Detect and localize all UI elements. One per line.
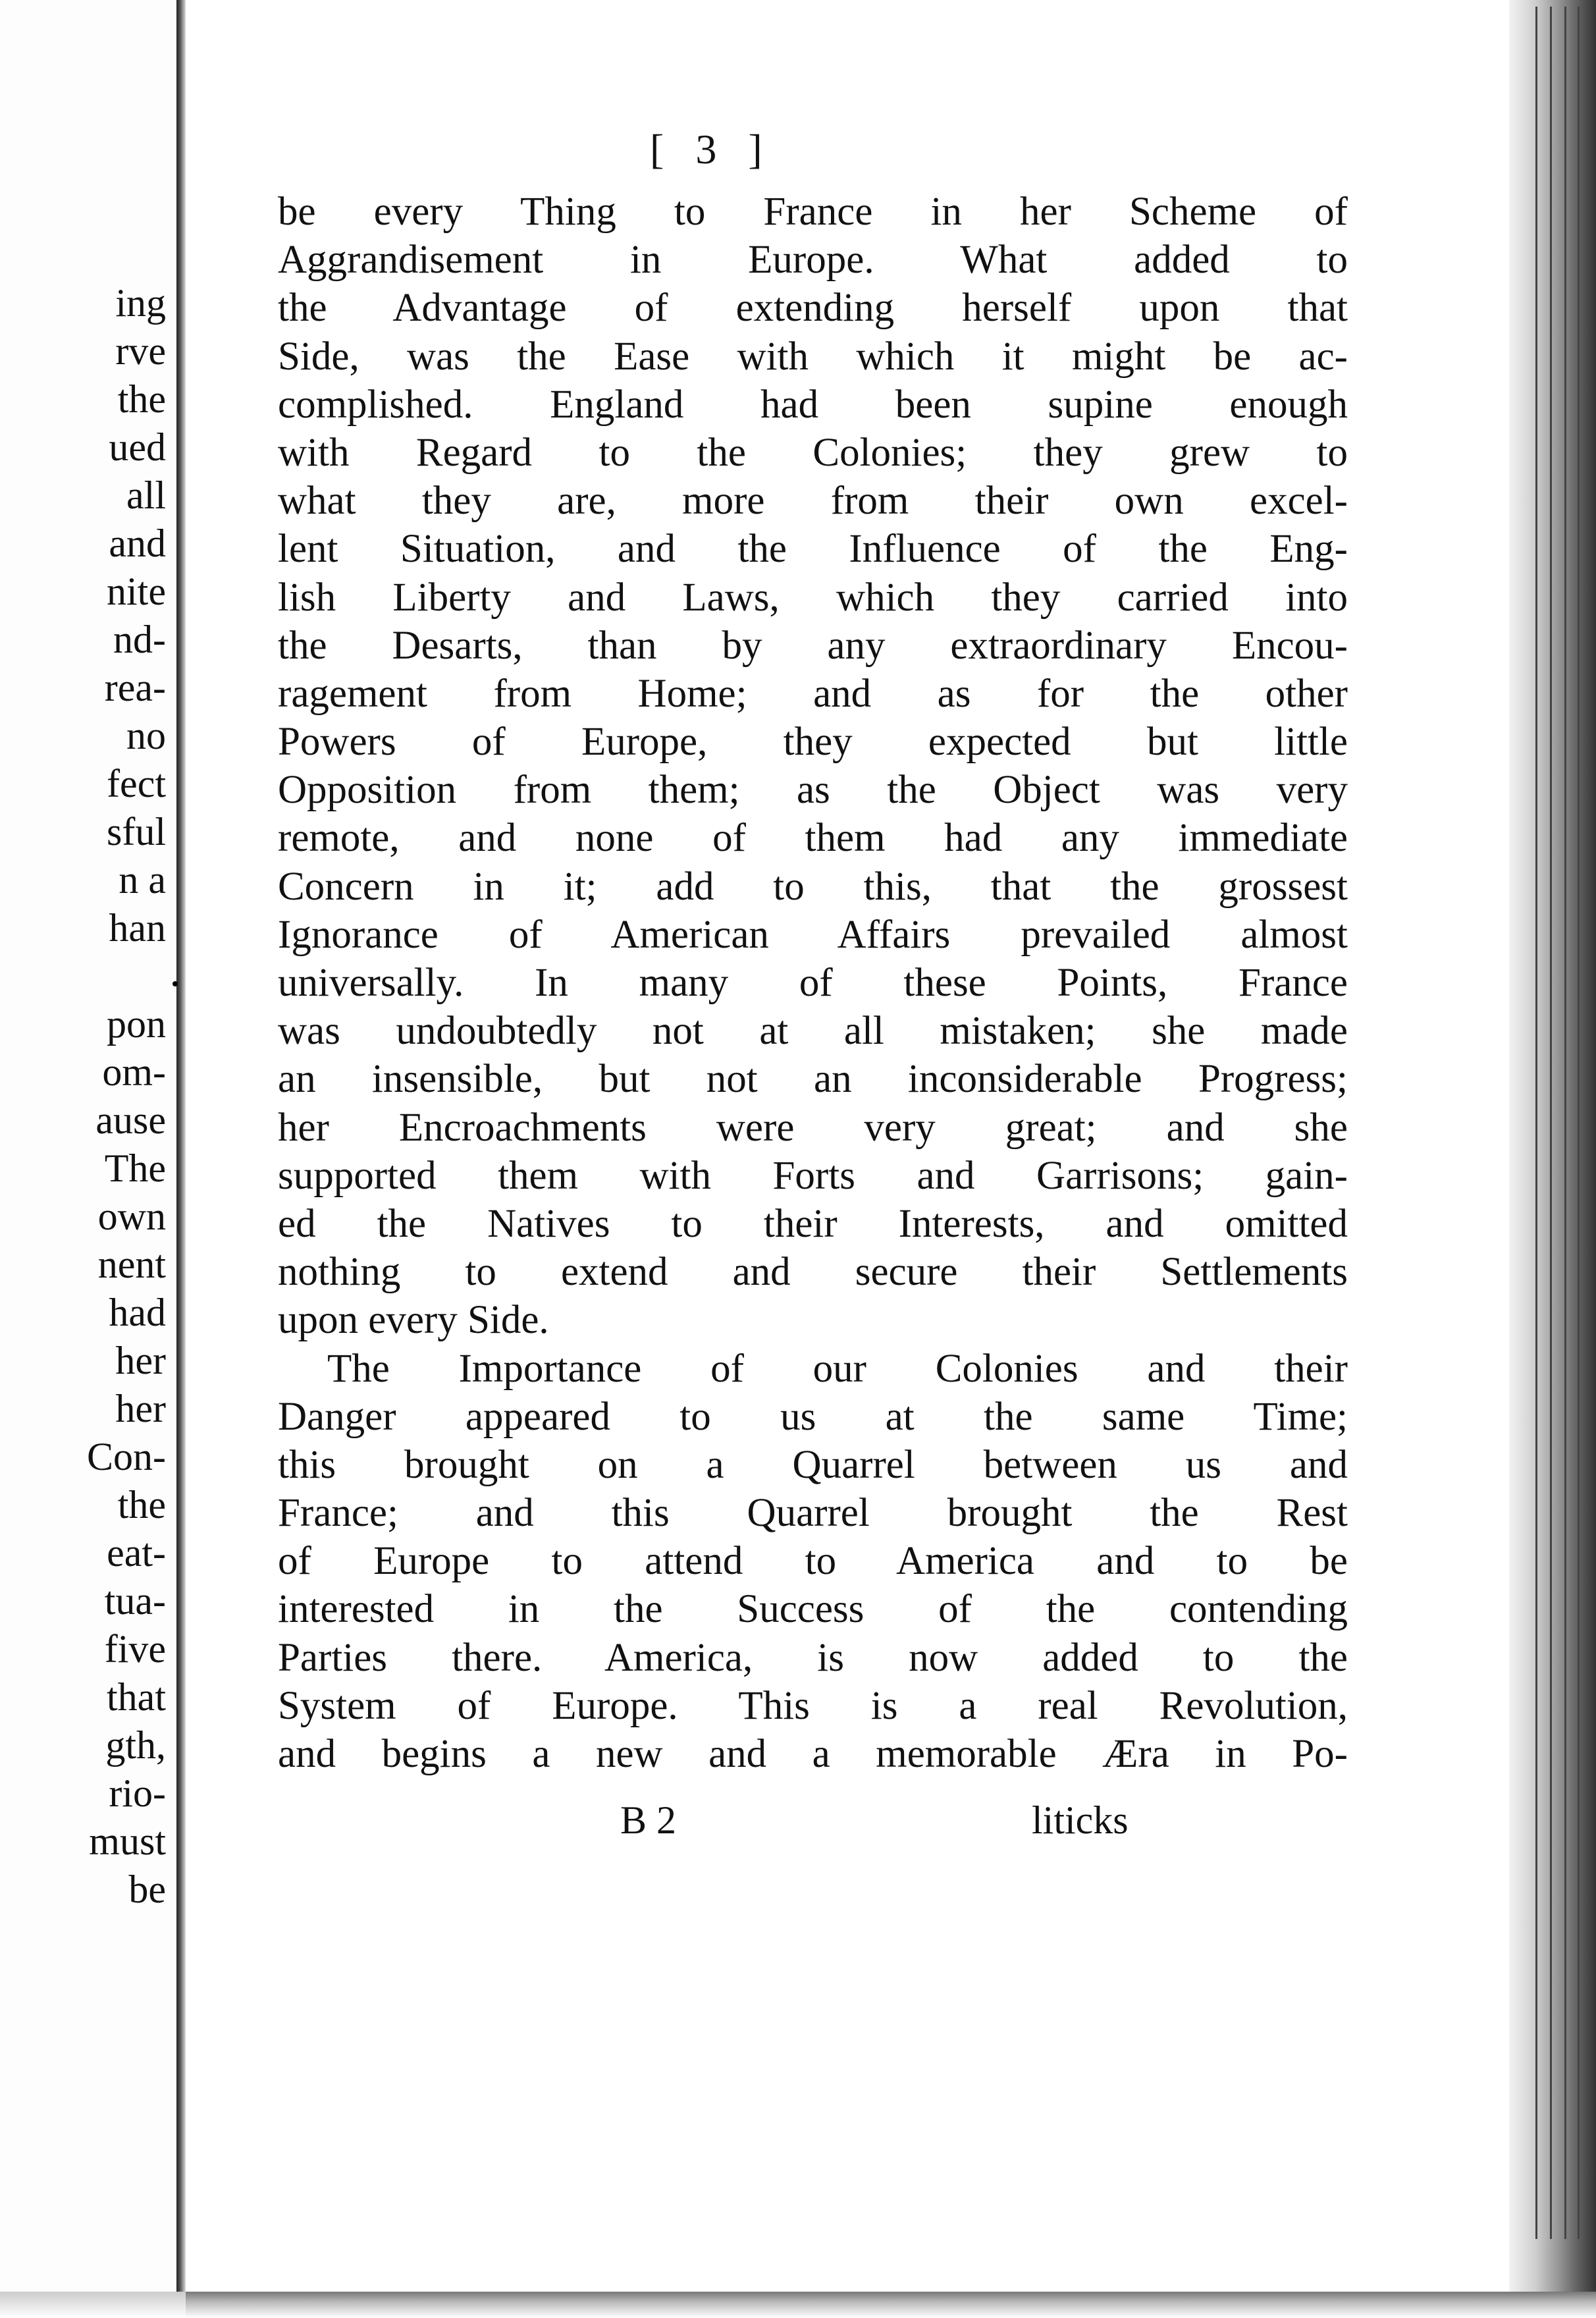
text-line: Parties there. America, is now added to the	[278, 1635, 1348, 1680]
text-line: System of Europe. This is a real Revolution,	[278, 1683, 1348, 1728]
page-number: [ 3 ]	[650, 126, 773, 173]
left-page-fragment: her	[115, 1387, 166, 1430]
catchword: liticks	[1032, 1798, 1129, 1842]
text-line: Aggrandisement in Europe. What added to	[278, 238, 1348, 283]
left-page-fragment: no	[126, 714, 166, 757]
left-page-fragment: om-	[102, 1050, 166, 1094]
left-page-fragment: eat-	[107, 1531, 166, 1575]
left-page-fragment: han	[109, 906, 166, 950]
text-line: this brought on a Quarrel between us and	[278, 1442, 1348, 1487]
body-text	[278, 188, 1348, 1778]
left-page-fragment: rea-	[104, 666, 166, 709]
text-line: Powers of Europe, they expected but little	[278, 720, 1348, 765]
left-page-fragment: her	[115, 1339, 166, 1382]
text-line: what they are, more from their own excel-	[278, 479, 1348, 524]
page-edges-right	[1509, 0, 1596, 2318]
left-page-fragment: The	[104, 1146, 166, 1190]
left-page-fragment: all	[126, 473, 166, 517]
text-line: complished. England had been supine enough	[278, 382, 1348, 427]
text-line: Concern in it; add to this, that the grossest	[278, 864, 1348, 909]
page-leaf-line	[1578, 7, 1580, 2239]
paragraph-start-line: The Importance of our Colonies and their	[327, 1346, 1348, 1391]
book-page	[186, 0, 1509, 2292]
ink-spot	[173, 981, 178, 986]
text-line: be every Thing to France in her Scheme of	[278, 190, 1348, 234]
text-line: universally. In many of these Points, France	[278, 961, 1348, 1005]
left-page-fragment: rve	[115, 329, 166, 373]
text-line: lish Liberty and Laws, which they carried into	[278, 575, 1348, 620]
left-page-fragment: the	[117, 377, 166, 421]
text-line: the Desarts, than by any extraordinary Encou-	[278, 623, 1348, 668]
left-page-fragment: gth,	[105, 1723, 166, 1767]
left-page-fragment: tua-	[104, 1579, 166, 1623]
left-page-fragment: ause	[95, 1098, 166, 1142]
left-page-fragment: nite	[107, 570, 166, 613]
left-page-fragment: own	[97, 1195, 166, 1238]
left-page-fragment: pon	[107, 1002, 166, 1046]
left-page-fragment: Con-	[87, 1435, 166, 1478]
left-page-fragment: fect	[107, 762, 166, 805]
text-line: lent Situation, and the Influence of the Eng-	[278, 527, 1348, 572]
page-edge-bottom	[186, 2292, 1596, 2318]
text-line: supported them with Forts and Garrisons; gain-	[278, 1153, 1348, 1198]
page-leaf-line	[1564, 7, 1566, 2239]
left-page-fragment: five	[104, 1627, 166, 1671]
text-line: her Encroachments were very great; and she	[278, 1105, 1348, 1150]
page-leaf-line	[1550, 7, 1552, 2239]
left-page-fragment: be	[128, 1868, 166, 1911]
left-page-fragment: nent	[97, 1243, 166, 1286]
text-line: nothing to extend and secure their Settlements	[278, 1250, 1348, 1295]
text-line: an insensible, but not an inconsiderable Progress;	[278, 1057, 1348, 1102]
left-page-fragment: n a	[119, 858, 166, 902]
text-line: ragement from Home; and as for the other	[278, 671, 1348, 716]
left-page-fragment: rio-	[109, 1771, 166, 1815]
text-line: interested in the Success of the contending	[278, 1587, 1348, 1632]
text-line: Danger appeared to us at the same Time;	[278, 1394, 1348, 1439]
left-facing-page	[0, 0, 176, 2318]
text-line: the Advantage of extending herself upon that	[278, 286, 1348, 331]
page-leaf-line	[1535, 7, 1537, 2239]
text-line: France; and this Quarrel brought the Rest	[278, 1491, 1348, 1536]
left-page-fragment: the	[117, 1483, 166, 1526]
left-page-fragment: nd-	[113, 618, 166, 661]
book-gutter	[176, 0, 186, 2292]
left-page-fragment: sful	[107, 810, 166, 853]
text-line: of Europe to attend to America and to be	[278, 1539, 1348, 1584]
text-line: Ignorance of American Affairs prevailed almost	[278, 912, 1348, 957]
text-line: and begins a new and a memorable Æra in Po-	[278, 1732, 1348, 1776]
bottom-edge-left	[0, 2292, 186, 2318]
left-page-fragment: and	[109, 522, 166, 565]
left-page-fragment: had	[109, 1291, 166, 1334]
signature-mark: B 2	[620, 1798, 677, 1842]
text-line: was undoubtedly not at all mistaken; she made	[278, 1009, 1348, 1054]
left-page-fragment: ued	[109, 425, 166, 469]
text-line: ed the Natives to their Interests, and omitted	[278, 1201, 1348, 1246]
left-page-fragment: ing	[115, 281, 166, 325]
paragraph-end-line: upon every Side.	[278, 1298, 549, 1343]
text-line: Opposition from them; as the Object was very	[278, 768, 1348, 813]
left-page-fragment: must	[89, 1819, 166, 1863]
text-line: with Regard to the Colonies; they grew to	[278, 430, 1348, 475]
text-line: Side, was the Ease with which it might be ac-	[278, 334, 1348, 379]
left-page-fragment: that	[107, 1675, 166, 1719]
text-line: remote, and none of them had any immediate	[278, 816, 1348, 861]
